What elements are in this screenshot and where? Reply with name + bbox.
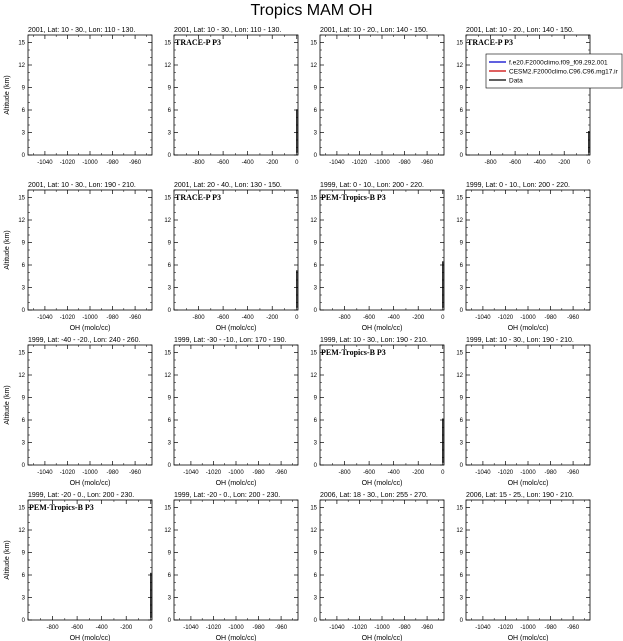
- y-tick-label: 12: [456, 528, 463, 534]
- y-tick-label: 15: [310, 350, 317, 357]
- x-tick-label: -400: [95, 625, 108, 631]
- x-tick-label: -1040: [37, 315, 53, 321]
- y-tick-label: 12: [18, 218, 25, 224]
- x-tick-label: -400: [241, 315, 254, 321]
- y-tick-label: 6: [313, 108, 317, 114]
- y-tick-label: 0: [21, 618, 25, 624]
- y-tick-label: 12: [310, 63, 317, 69]
- x-tick-label: -1020: [351, 160, 368, 166]
- panel-2: [164, 27, 299, 166]
- x-tick-label: -800: [484, 160, 497, 166]
- plot-frame: [174, 190, 298, 310]
- y-tick-label: 15: [164, 40, 171, 47]
- y-tick-label: 15: [164, 350, 171, 357]
- y-tick-label: 15: [456, 505, 463, 512]
- y-tick-label: 3: [167, 285, 171, 292]
- x-tick-label: -960: [421, 160, 434, 166]
- y-tick-label: 3: [459, 440, 463, 447]
- x-tick-label: -960: [129, 160, 142, 166]
- y-tick-label: 3: [167, 440, 171, 447]
- legend-entry-label: f.e20.F2000climo.f09_f09.292.001: [509, 59, 608, 67]
- x-tick-label: -1000: [520, 470, 536, 476]
- panel-subtitle: 1999, Lat: -20 - 0., Lon: 200 - 230.: [174, 492, 281, 499]
- y-tick-label: 12: [18, 373, 25, 379]
- x-tick-label: -960: [567, 315, 580, 321]
- x-tick-label: -1020: [497, 470, 514, 476]
- plot-frame: [466, 35, 590, 155]
- x-tick-label: -980: [544, 625, 557, 631]
- y-tick-label: 15: [164, 195, 171, 202]
- panel-10: [164, 337, 298, 487]
- y-tick-label: 3: [313, 130, 317, 137]
- y-tick-label: 9: [167, 550, 171, 557]
- y-tick-label: 3: [459, 285, 463, 292]
- panel-7: [310, 182, 445, 332]
- y-tick-label: 3: [459, 595, 463, 602]
- x-tick-label: -800: [338, 315, 351, 321]
- x-tick-label: -1000: [520, 315, 536, 321]
- campaign-label: PEM-Tropics-B P3: [321, 348, 386, 357]
- y-tick-label: 9: [313, 85, 317, 92]
- panel-subtitle: 2001, Lat: 10 - 30., Lon: 110 - 130.: [28, 27, 136, 34]
- x-tick-label: 0: [295, 160, 299, 166]
- x-tick-label: -1000: [82, 160, 98, 166]
- plot-frame: [466, 190, 590, 310]
- y-tick-label: 3: [313, 595, 317, 602]
- x-tick-label: -1040: [37, 470, 53, 476]
- x-tick-label: -1000: [374, 160, 390, 166]
- y-tick-label: 0: [459, 308, 463, 314]
- y-tick-label: 3: [21, 440, 25, 447]
- plot-frame: [28, 345, 152, 465]
- y-tick-label: 15: [310, 195, 317, 202]
- y-tick-label: 15: [310, 40, 317, 47]
- y-axis-label: Altitude (km): [4, 385, 11, 425]
- panel-subtitle: 1999, Lat: -30 - -10., Lon: 170 - 190.: [174, 337, 287, 344]
- y-tick-label: 15: [18, 350, 25, 357]
- y-tick-label: 6: [21, 108, 25, 114]
- plot-frame: [28, 190, 152, 310]
- x-tick-label: -1000: [228, 625, 244, 631]
- y-tick-label: 0: [167, 153, 171, 159]
- y-tick-label: 12: [456, 373, 463, 379]
- x-tick-label: 0: [149, 625, 153, 631]
- x-tick-label: -600: [363, 315, 376, 321]
- y-tick-label: 15: [456, 350, 463, 357]
- plot-frame: [320, 500, 444, 620]
- x-tick-label: -200: [412, 315, 425, 321]
- x-tick-label: -980: [398, 625, 411, 631]
- y-tick-label: 15: [18, 195, 25, 202]
- x-tick-label: -1040: [183, 625, 199, 631]
- x-tick-label: -1020: [205, 625, 222, 631]
- y-tick-label: 9: [313, 240, 317, 247]
- y-tick-label: 6: [21, 263, 25, 269]
- x-tick-label: -1040: [475, 470, 491, 476]
- y-axis-label: Altitude (km): [4, 540, 11, 580]
- y-tick-label: 6: [313, 263, 317, 269]
- x-tick-label: -980: [252, 470, 265, 476]
- x-tick-label: -1020: [497, 315, 514, 321]
- y-axis-label: Altitude (km): [4, 230, 11, 270]
- x-axis-label: OH (molc/cc): [507, 325, 549, 332]
- x-tick-label: -1020: [59, 315, 76, 321]
- y-tick-label: 6: [313, 573, 317, 579]
- plot-frame: [28, 500, 152, 620]
- y-tick-label: 0: [313, 153, 317, 159]
- y-tick-label: 6: [21, 418, 25, 424]
- x-axis-label: OH (molc/cc): [69, 635, 111, 641]
- x-tick-label: -960: [129, 470, 142, 476]
- y-tick-label: 15: [164, 505, 171, 512]
- y-tick-label: 15: [456, 195, 463, 202]
- x-tick-label: -960: [129, 315, 142, 321]
- legend-entry-label: Data: [509, 77, 523, 85]
- plot-frame: [320, 190, 444, 310]
- panel-16: [456, 492, 590, 641]
- y-tick-label: 9: [21, 395, 25, 402]
- panel-subtitle: 1999, Lat: 0 - 10., Lon: 200 - 220.: [320, 182, 424, 189]
- x-tick-label: -600: [363, 470, 376, 476]
- plot-frame: [174, 345, 298, 465]
- x-tick-label: -960: [421, 625, 434, 631]
- x-tick-label: -960: [275, 625, 288, 631]
- x-tick-label: -1040: [183, 470, 199, 476]
- plot-frame: [174, 500, 298, 620]
- y-tick-label: 0: [21, 153, 25, 159]
- y-tick-label: 6: [313, 418, 317, 424]
- y-tick-label: 6: [459, 108, 463, 114]
- y-tick-label: 12: [18, 63, 25, 69]
- y-tick-label: 9: [21, 85, 25, 92]
- x-tick-label: -600: [71, 625, 84, 631]
- panel-5: [4, 182, 152, 332]
- y-tick-label: 12: [310, 373, 317, 379]
- y-tick-label: 0: [459, 153, 463, 159]
- y-tick-label: 3: [21, 595, 25, 602]
- y-tick-label: 12: [164, 528, 171, 534]
- x-tick-label: 0: [587, 160, 591, 166]
- x-tick-label: -1020: [59, 470, 76, 476]
- y-tick-label: 0: [313, 308, 317, 314]
- x-tick-label: -400: [387, 470, 400, 476]
- y-tick-label: 6: [167, 418, 171, 424]
- x-tick-label: -200: [266, 160, 279, 166]
- panel-subtitle: 2001, Lat: 20 - 40., Lon: 130 - 150.: [174, 182, 282, 189]
- y-tick-label: 6: [459, 418, 463, 424]
- x-tick-label: 0: [295, 315, 299, 321]
- y-tick-label: 12: [456, 63, 463, 69]
- panel-subtitle: 1999, Lat: 10 - 30., Lon: 190 - 210.: [320, 337, 428, 344]
- x-tick-label: -1000: [82, 470, 98, 476]
- x-tick-label: -400: [533, 160, 546, 166]
- plot-frame: [320, 35, 444, 155]
- y-tick-label: 9: [313, 395, 317, 402]
- x-tick-label: -1040: [329, 625, 345, 631]
- campaign-label: TRACE-P P3: [175, 193, 221, 202]
- x-tick-label: -600: [509, 160, 522, 166]
- x-tick-label: -400: [387, 315, 400, 321]
- figure-title: Tropics MAM OH: [250, 2, 373, 19]
- panel-subtitle: 2006, Lat: 15 - 25., Lon: 190 - 210.: [466, 492, 574, 499]
- x-tick-label: 0: [441, 315, 445, 321]
- x-tick-label: -400: [241, 160, 254, 166]
- panel-14: [164, 492, 298, 641]
- x-tick-label: -1000: [82, 315, 98, 321]
- y-tick-label: 9: [459, 85, 463, 92]
- x-axis-label: OH (molc/cc): [361, 325, 403, 332]
- x-axis-label: OH (molc/cc): [69, 480, 111, 487]
- y-tick-label: 0: [313, 463, 317, 469]
- x-tick-label: -1000: [520, 625, 536, 631]
- panel-subtitle: 2001, Lat: 10 - 20., Lon: 140 - 150.: [320, 27, 428, 34]
- y-tick-label: 6: [459, 263, 463, 269]
- x-axis-label: OH (molc/cc): [69, 325, 111, 332]
- y-axis-label: Altitude (km): [4, 75, 11, 115]
- y-tick-label: 12: [18, 528, 25, 534]
- panel-subtitle: 1999, Lat: 10 - 30., Lon: 190 - 210.: [466, 337, 574, 344]
- y-tick-label: 3: [459, 130, 463, 137]
- panel-subtitle: 1999, Lat: 0 - 10., Lon: 200 - 220.: [466, 182, 570, 189]
- y-tick-label: 9: [21, 240, 25, 247]
- x-tick-label: -1020: [59, 160, 76, 166]
- y-tick-label: 9: [21, 550, 25, 557]
- x-tick-label: -980: [544, 470, 557, 476]
- panel-11: [310, 337, 445, 487]
- y-tick-label: 15: [310, 505, 317, 512]
- x-axis-label: OH (molc/cc): [215, 480, 257, 487]
- x-axis-label: OH (molc/cc): [507, 480, 549, 487]
- x-tick-label: -980: [106, 315, 119, 321]
- y-tick-label: 12: [164, 373, 171, 379]
- y-tick-label: 3: [167, 130, 171, 137]
- panel-subtitle: 2001, Lat: 10 - 20., Lon: 140 - 150.: [466, 27, 574, 34]
- x-tick-label: -1040: [475, 625, 491, 631]
- x-tick-label: -200: [558, 160, 571, 166]
- panel-1: [4, 27, 152, 166]
- panel-subtitle: 1999, Lat: -40 - -20., Lon: 240 - 260.: [28, 337, 141, 344]
- x-tick-label: -200: [266, 315, 279, 321]
- x-tick-label: -980: [106, 470, 119, 476]
- y-tick-label: 6: [167, 108, 171, 114]
- x-axis-label: OH (molc/cc): [215, 635, 257, 641]
- x-axis-label: OH (molc/cc): [215, 325, 257, 332]
- x-tick-label: -800: [192, 315, 205, 321]
- campaign-label: TRACE-P P3: [175, 38, 221, 47]
- y-tick-label: 0: [21, 463, 25, 469]
- y-tick-label: 9: [167, 85, 171, 92]
- y-tick-label: 12: [310, 218, 317, 224]
- x-tick-label: -980: [398, 160, 411, 166]
- y-tick-label: 12: [164, 63, 171, 69]
- y-tick-label: 6: [459, 573, 463, 579]
- y-tick-label: 12: [310, 528, 317, 534]
- y-tick-label: 3: [313, 440, 317, 447]
- y-tick-label: 0: [21, 308, 25, 314]
- x-tick-label: -200: [120, 625, 133, 631]
- x-tick-label: -980: [252, 625, 265, 631]
- y-tick-label: 3: [167, 595, 171, 602]
- x-tick-label: -800: [192, 160, 205, 166]
- y-tick-label: 0: [167, 618, 171, 624]
- campaign-label: PEM-Tropics-B P3: [321, 193, 386, 202]
- y-tick-label: 3: [313, 285, 317, 292]
- y-tick-label: 0: [313, 618, 317, 624]
- x-tick-label: -800: [338, 470, 351, 476]
- x-tick-label: -960: [567, 470, 580, 476]
- x-tick-label: -980: [544, 315, 557, 321]
- panel-3: [310, 27, 444, 166]
- campaign-label: TRACE-P P3: [467, 38, 513, 47]
- x-axis-label: OH (molc/cc): [361, 635, 403, 641]
- panel-subtitle: 2006, Lat: 18 - 30., Lon: 255 - 270.: [320, 492, 428, 499]
- y-tick-label: 15: [18, 40, 25, 47]
- legend-entry-label: CESM2.F2000climo.C96.C96.mg17.ir: [509, 68, 618, 76]
- x-tick-label: -600: [217, 160, 230, 166]
- plot-frame: [320, 345, 444, 465]
- campaign-label: PEM-Tropics-B P3: [29, 503, 94, 512]
- x-tick-label: -960: [275, 470, 288, 476]
- plot-frame: [174, 35, 298, 155]
- plot-frame: [466, 500, 590, 620]
- x-tick-label: -1000: [228, 470, 244, 476]
- y-tick-label: 0: [167, 308, 171, 314]
- y-tick-label: 12: [456, 218, 463, 224]
- panel-12: [456, 337, 590, 487]
- panel-subtitle: 2001, Lat: 10 - 30., Lon: 110 - 130.: [174, 27, 282, 34]
- y-tick-label: 3: [21, 285, 25, 292]
- y-tick-label: 9: [459, 550, 463, 557]
- panel-13: [4, 492, 153, 641]
- x-tick-label: -1040: [37, 160, 53, 166]
- panel-15: [310, 492, 444, 641]
- y-tick-label: 9: [167, 240, 171, 247]
- panel-subtitle: 1999, Lat: -20 - 0., Lon: 200 - 230.: [28, 492, 135, 499]
- y-tick-label: 6: [167, 263, 171, 269]
- y-tick-label: 0: [167, 463, 171, 469]
- x-tick-label: -600: [217, 315, 230, 321]
- y-tick-label: 9: [167, 395, 171, 402]
- x-tick-label: -200: [412, 470, 425, 476]
- x-tick-label: -960: [567, 625, 580, 631]
- y-tick-label: 15: [18, 505, 25, 512]
- panel-8: [456, 182, 590, 332]
- y-tick-label: 0: [459, 463, 463, 469]
- legend: [486, 54, 622, 88]
- x-tick-label: -1020: [205, 470, 222, 476]
- x-tick-label: -1040: [475, 315, 491, 321]
- panel-6: [164, 182, 299, 332]
- y-tick-label: 0: [459, 618, 463, 624]
- y-tick-label: 9: [313, 550, 317, 557]
- panel-9: [4, 337, 152, 487]
- plot-frame: [466, 345, 590, 465]
- plot-frame: [28, 35, 152, 155]
- y-tick-label: 3: [21, 130, 25, 137]
- y-tick-label: 6: [167, 573, 171, 579]
- x-tick-label: -1000: [374, 625, 390, 631]
- y-tick-label: 9: [459, 240, 463, 247]
- x-tick-label: -1040: [329, 160, 345, 166]
- x-tick-label: -980: [106, 160, 119, 166]
- x-tick-label: -1020: [351, 625, 368, 631]
- x-tick-label: -800: [46, 625, 59, 631]
- x-axis-label: OH (molc/cc): [361, 480, 403, 487]
- y-tick-label: 12: [164, 218, 171, 224]
- y-tick-label: 15: [456, 40, 463, 47]
- panel-4: [456, 27, 591, 166]
- y-tick-label: 9: [459, 395, 463, 402]
- x-tick-label: -1020: [497, 625, 514, 631]
- panel-subtitle: 2001, Lat: 10 - 30., Lon: 190 - 210.: [28, 182, 136, 189]
- x-tick-label: 0: [441, 470, 445, 476]
- y-tick-label: 6: [21, 573, 25, 579]
- x-axis-label: OH (molc/cc): [507, 635, 549, 641]
